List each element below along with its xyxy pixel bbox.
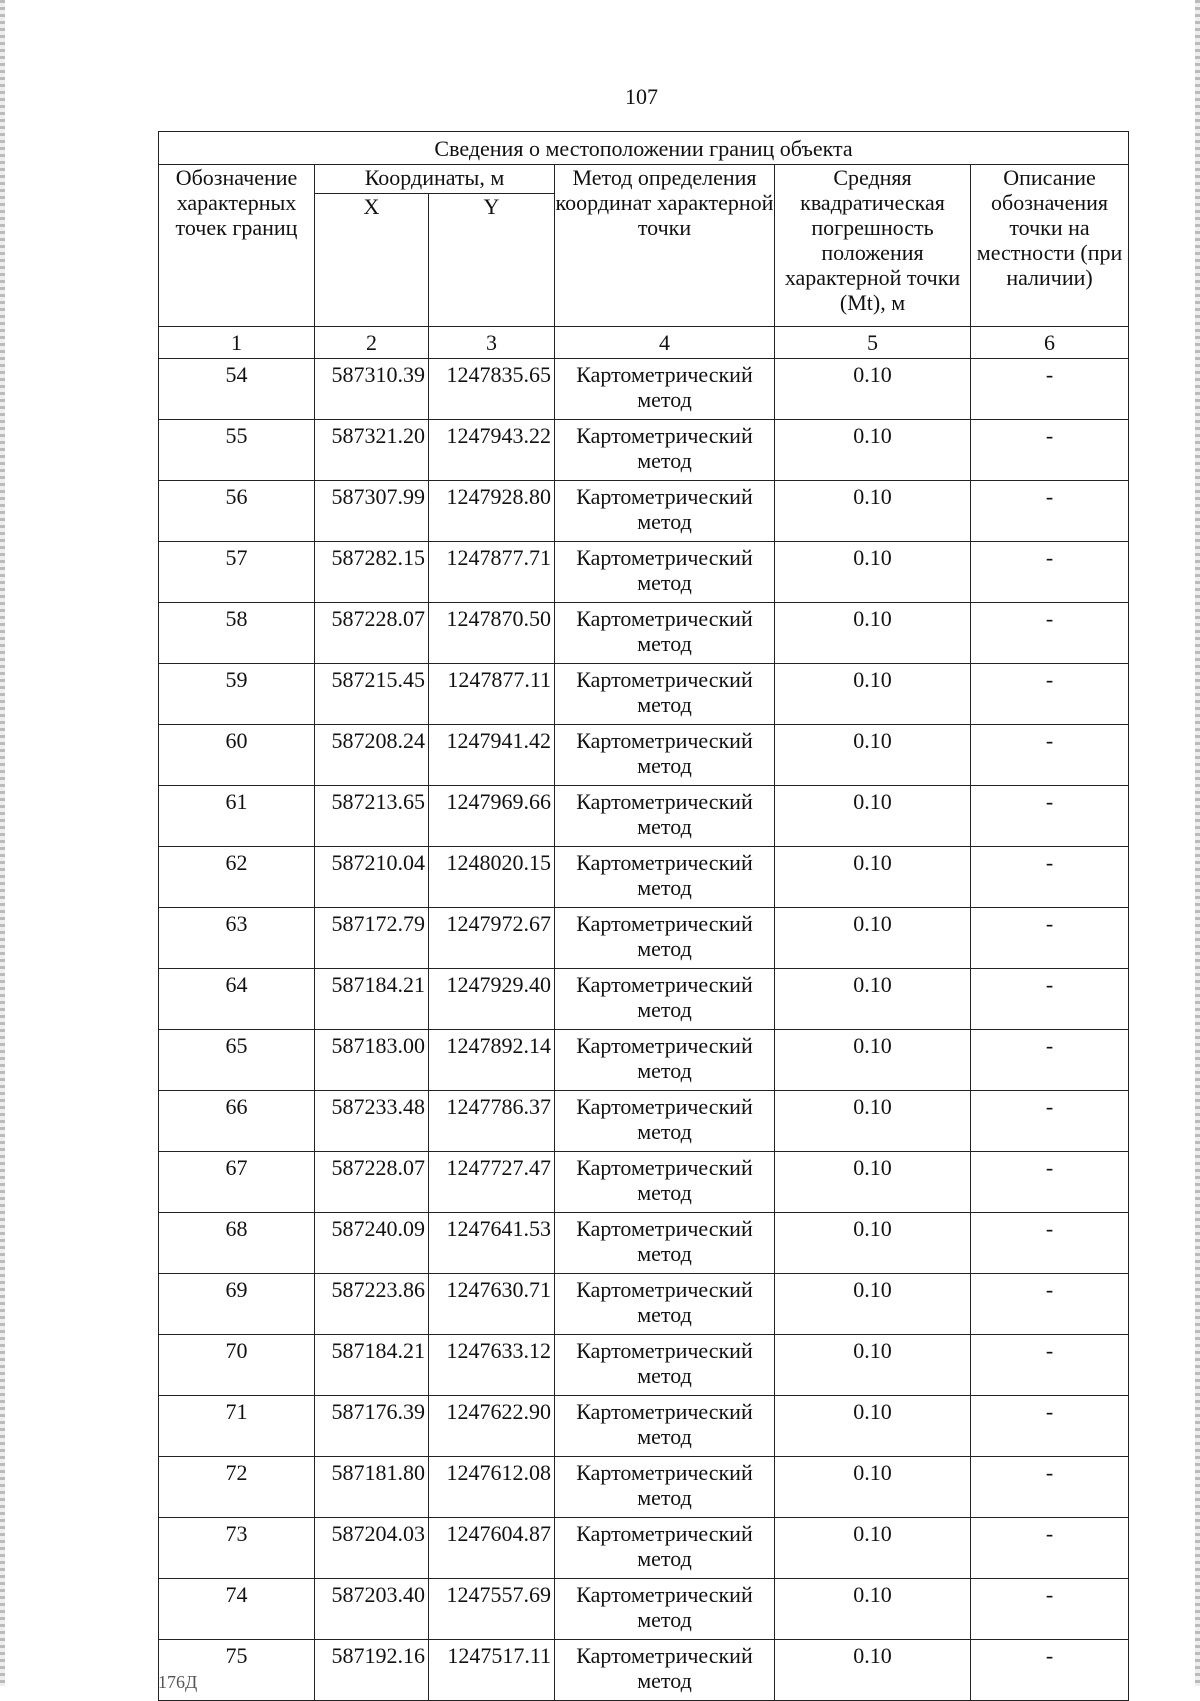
y-coordinate-cell: 1247929.40 [429, 969, 555, 1030]
x-coordinate-cell: 587213.65 [315, 786, 429, 847]
method-cell: Картометрический метод [555, 1091, 775, 1152]
point-cell: 74 [159, 1579, 315, 1640]
y-coordinate-cell: 1247877.11 [429, 664, 555, 725]
column-number: 3 [429, 327, 555, 359]
y-coordinate-cell: 1247557.69 [429, 1579, 555, 1640]
x-coordinate-cell: 587204.03 [315, 1518, 429, 1579]
y-coordinate-cell: 1247786.37 [429, 1091, 555, 1152]
method-cell: Картометрический метод [555, 603, 775, 664]
y-coordinate-cell: 1247612.08 [429, 1457, 555, 1518]
table-row [159, 908, 1129, 969]
point-cell: 54 [159, 359, 315, 420]
description-cell: - [971, 1091, 1129, 1152]
description-cell: - [971, 786, 1129, 847]
table-row [159, 1396, 1129, 1457]
error-cell: 0.10 [775, 420, 971, 481]
description-cell: - [971, 1457, 1129, 1518]
column-number-row [159, 327, 1129, 359]
error-cell: 0.10 [775, 1396, 971, 1457]
table-row [159, 847, 1129, 908]
description-cell: - [971, 1213, 1129, 1274]
description-cell: - [971, 359, 1129, 420]
point-cell: 68 [159, 1213, 315, 1274]
x-coordinate-cell: 587203.40 [315, 1579, 429, 1640]
header-y: Y [429, 194, 555, 327]
x-coordinate-cell: 587208.24 [315, 725, 429, 786]
point-cell: 57 [159, 542, 315, 603]
table-row [159, 1457, 1129, 1518]
x-coordinate-cell: 587172.79 [315, 908, 429, 969]
y-coordinate-cell: 1247517.11 [429, 1640, 555, 1701]
x-coordinate-cell: 587215.45 [315, 664, 429, 725]
table-row [159, 1152, 1129, 1213]
description-cell: - [971, 1396, 1129, 1457]
method-cell: Картометрический метод [555, 725, 775, 786]
column-number: 4 [555, 327, 775, 359]
error-cell: 0.10 [775, 969, 971, 1030]
error-cell: 0.10 [775, 1518, 971, 1579]
error-cell: 0.10 [775, 1579, 971, 1640]
method-cell: Картометрический метод [555, 420, 775, 481]
method-cell: Картометрический метод [555, 908, 775, 969]
description-cell: - [971, 603, 1129, 664]
y-coordinate-cell: 1247972.67 [429, 908, 555, 969]
header-description: Описание обозначения точки на местности (при наличии) [971, 165, 1129, 327]
point-cell: 66 [159, 1091, 315, 1152]
point-cell: 55 [159, 420, 315, 481]
table-row [159, 542, 1129, 603]
table-row [159, 969, 1129, 1030]
column-number: 6 [971, 327, 1129, 359]
point-cell: 63 [159, 908, 315, 969]
x-coordinate-cell: 587282.15 [315, 542, 429, 603]
method-cell: Картометрический метод [555, 1457, 775, 1518]
method-cell: Картометрический метод [555, 1335, 775, 1396]
column-number: 5 [775, 327, 971, 359]
table-row [159, 1213, 1129, 1274]
method-cell: Картометрический метод [555, 1274, 775, 1335]
x-coordinate-cell: 587310.39 [315, 359, 429, 420]
y-coordinate-cell: 1247969.66 [429, 786, 555, 847]
table-row [159, 1579, 1129, 1640]
description-cell: - [971, 1030, 1129, 1091]
scan-edge-right [1195, 0, 1200, 1686]
header-method: Метод определения координат характерной точки [555, 165, 775, 327]
error-cell: 0.10 [775, 1030, 971, 1091]
description-cell: - [971, 847, 1129, 908]
x-coordinate-cell: 587210.04 [315, 847, 429, 908]
description-cell: - [971, 664, 1129, 725]
table-row [159, 359, 1129, 420]
x-coordinate-cell: 587228.07 [315, 603, 429, 664]
boundary-coordinates-table [158, 131, 1129, 1701]
description-cell: - [971, 908, 1129, 969]
method-cell: Картометрический метод [555, 481, 775, 542]
header-error: Средняя квадратическая погрешность положения характерной точки (Mt), м [775, 165, 971, 327]
description-cell: - [971, 542, 1129, 603]
error-cell: 0.10 [775, 542, 971, 603]
point-cell: 62 [159, 847, 315, 908]
method-cell: Картометрический метод [555, 1518, 775, 1579]
point-cell: 71 [159, 1396, 315, 1457]
table-row [159, 664, 1129, 725]
y-coordinate-cell: 1248020.15 [429, 847, 555, 908]
x-coordinate-cell: 587184.21 [315, 969, 429, 1030]
y-coordinate-cell: 1247835.65 [429, 359, 555, 420]
error-cell: 0.10 [775, 786, 971, 847]
x-coordinate-cell: 587223.86 [315, 1274, 429, 1335]
method-cell: Картометрический метод [555, 1030, 775, 1091]
table-row [159, 1030, 1129, 1091]
scan-edge-left [0, 0, 5, 1686]
y-coordinate-cell: 1247622.90 [429, 1396, 555, 1457]
error-cell: 0.10 [775, 1335, 971, 1396]
table-row [159, 1518, 1129, 1579]
error-cell: 0.10 [775, 603, 971, 664]
y-coordinate-cell: 1247641.53 [429, 1213, 555, 1274]
method-cell: Картометрический метод [555, 359, 775, 420]
point-cell: 72 [159, 1457, 315, 1518]
table-row [159, 1274, 1129, 1335]
table-row [159, 1335, 1129, 1396]
error-cell: 0.10 [775, 1152, 971, 1213]
y-coordinate-cell: 1247630.71 [429, 1274, 555, 1335]
header-point-designation: Обозначение характерных точек границ [159, 165, 315, 327]
error-cell: 0.10 [775, 908, 971, 969]
point-cell: 65 [159, 1030, 315, 1091]
x-coordinate-cell: 587228.07 [315, 1152, 429, 1213]
description-cell: - [971, 1274, 1129, 1335]
point-cell: 56 [159, 481, 315, 542]
y-coordinate-cell: 1247604.87 [429, 1518, 555, 1579]
error-cell: 0.10 [775, 1640, 971, 1701]
description-cell: - [971, 1152, 1129, 1213]
y-coordinate-cell: 1247892.14 [429, 1030, 555, 1091]
table-row [159, 420, 1129, 481]
method-cell: Картометрический метод [555, 542, 775, 603]
table-title: Сведения о местоположении границ объекта [159, 132, 1129, 165]
column-number: 2 [315, 327, 429, 359]
x-coordinate-cell: 587192.16 [315, 1640, 429, 1701]
error-cell: 0.10 [775, 1213, 971, 1274]
y-coordinate-cell: 1247727.47 [429, 1152, 555, 1213]
error-cell: 0.10 [775, 1091, 971, 1152]
footer-note: 176Д [158, 1672, 198, 1692]
description-cell: - [971, 420, 1129, 481]
error-cell: 0.10 [775, 664, 971, 725]
point-cell: 64 [159, 969, 315, 1030]
method-cell: Картометрический метод [555, 664, 775, 725]
table-row [159, 725, 1129, 786]
y-coordinate-cell: 1247941.42 [429, 725, 555, 786]
x-coordinate-cell: 587307.99 [315, 481, 429, 542]
page-number: 107 [625, 84, 658, 109]
description-cell: - [971, 1518, 1129, 1579]
error-cell: 0.10 [775, 359, 971, 420]
table-row [159, 786, 1129, 847]
point-cell: 73 [159, 1518, 315, 1579]
method-cell: Картометрический метод [555, 1579, 775, 1640]
method-cell: Картометрический метод [555, 969, 775, 1030]
error-cell: 0.10 [775, 725, 971, 786]
table-row [159, 1091, 1129, 1152]
y-coordinate-cell: 1247870.50 [429, 603, 555, 664]
header-x: X [315, 194, 429, 327]
x-coordinate-cell: 587184.21 [315, 1335, 429, 1396]
error-cell: 0.10 [775, 1457, 971, 1518]
point-cell: 70 [159, 1335, 315, 1396]
table-row [159, 603, 1129, 664]
table-row [159, 1640, 1129, 1701]
header-coordinates: Координаты, м [315, 165, 555, 194]
x-coordinate-cell: 587321.20 [315, 420, 429, 481]
y-coordinate-cell: 1247877.71 [429, 542, 555, 603]
method-cell: Картометрический метод [555, 847, 775, 908]
description-cell: - [971, 481, 1129, 542]
x-coordinate-cell: 587233.48 [315, 1091, 429, 1152]
description-cell: - [971, 969, 1129, 1030]
y-coordinate-cell: 1247943.22 [429, 420, 555, 481]
x-coordinate-cell: 587176.39 [315, 1396, 429, 1457]
point-cell: 75 [159, 1640, 315, 1701]
point-cell: 67 [159, 1152, 315, 1213]
method-cell: Картометрический метод [555, 1640, 775, 1701]
column-number: 1 [159, 327, 315, 359]
table-row [159, 481, 1129, 542]
description-cell: - [971, 1335, 1129, 1396]
description-cell: - [971, 1579, 1129, 1640]
description-cell: - [971, 1640, 1129, 1701]
description-cell: - [971, 725, 1129, 786]
point-cell: 69 [159, 1274, 315, 1335]
table-body [159, 359, 1129, 1701]
x-coordinate-cell: 587240.09 [315, 1213, 429, 1274]
method-cell: Картометрический метод [555, 1396, 775, 1457]
x-coordinate-cell: 587183.00 [315, 1030, 429, 1091]
x-coordinate-cell: 587181.80 [315, 1457, 429, 1518]
point-cell: 60 [159, 725, 315, 786]
method-cell: Картометрический метод [555, 786, 775, 847]
method-cell: Картометрический метод [555, 1152, 775, 1213]
error-cell: 0.10 [775, 847, 971, 908]
y-coordinate-cell: 1247928.80 [429, 481, 555, 542]
error-cell: 0.10 [775, 481, 971, 542]
point-cell: 58 [159, 603, 315, 664]
method-cell: Картометрический метод [555, 1213, 775, 1274]
error-cell: 0.10 [775, 1274, 971, 1335]
y-coordinate-cell: 1247633.12 [429, 1335, 555, 1396]
point-cell: 61 [159, 786, 315, 847]
point-cell: 59 [159, 664, 315, 725]
